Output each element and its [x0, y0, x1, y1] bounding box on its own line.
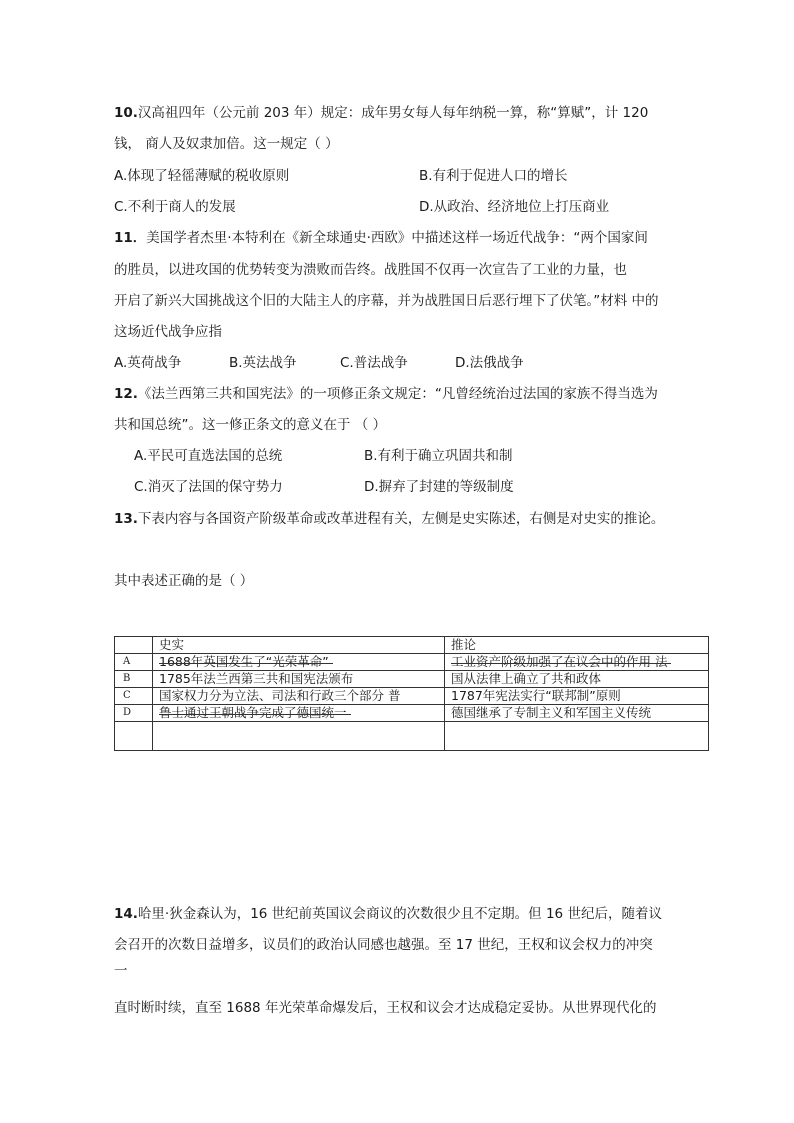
table-row	[115, 705, 709, 722]
q11-option-b[interactable]: B.英法战争	[229, 355, 297, 371]
row-fact: 国家权力分为立法、司法和行政三个部分 普	[153, 688, 445, 705]
table-row-empty	[115, 722, 709, 751]
q12-option-c[interactable]: C.消灭了法国的保守势力	[134, 479, 283, 495]
q11-option-a[interactable]: A.英荷战争	[114, 355, 182, 371]
q10-option-b[interactable]: B.有利于促进人口的增长	[419, 168, 568, 184]
q13-stem-line1: 13.下表内容与各国资产阶级革命或改革进程有关，左侧是史实陈述，右侧是对史实的推论。	[114, 511, 665, 527]
q13-number: 13.	[114, 511, 138, 527]
q12-option-b[interactable]: B.有利于确立巩固共和制	[364, 448, 513, 464]
row-label: B	[115, 671, 153, 688]
q13-stem-line2: 其中表述正确的是（ ）	[114, 573, 254, 589]
q12-stem-line2: 共和国总统”。这一修正条文的意义在于 （ ）	[114, 417, 387, 433]
table-row	[115, 688, 709, 705]
q14-stem-dash: 一	[114, 963, 128, 979]
table-row	[115, 671, 709, 688]
q11-stem-line4: 这场近代战争应指	[114, 324, 222, 340]
q10-stem-line2: 钱， 商人及奴隶加倍。这一规定（ ）	[114, 136, 339, 152]
q12-option-a[interactable]: A.平民可直选法国的总统	[134, 448, 283, 464]
row-inference: 德国继承了专制主义和军国主义传统	[445, 705, 709, 722]
q12-number: 12.	[114, 386, 138, 402]
q10-option-c[interactable]: C.不利于商人的发展	[114, 199, 236, 215]
q10-option-a[interactable]: A.体现了轻徭薄赋的税收原则	[114, 168, 290, 184]
q11-stem-line3: 开启了新兴大国挑战这个旧的大陆主人的序幕，并为战胜国日后恶行埋下了伏笔。”材料 中的	[114, 293, 659, 309]
q14-stem-line1: 14.哈里·狄金森认为，16 世纪前英国议会商议的次数很少且不定期。但 16 世纪后，随着议	[114, 906, 662, 922]
q11-stem-line1: 11．美国学者杰里·本特利在《新全球通史·西欧》中描述这样一场近代战争：“两个国家间	[114, 230, 648, 246]
row-fact: 1785年法兰西第三共和国宪法颁布	[153, 671, 445, 688]
q10-stem-line1: 10.汉高祖四年（公元前 203 年）规定：成年男女每人每年纳税一算，称“算赋”，计 120	[114, 105, 649, 121]
q13-fact-inference-table	[114, 636, 709, 751]
q10-option-d[interactable]: D.从政治、经济地位上打压商业	[419, 199, 610, 215]
q10-number: 10.	[114, 105, 138, 121]
row-label: C	[115, 688, 153, 705]
q12-option-d[interactable]: D.摒弃了封建的等级制度	[364, 479, 514, 495]
table-header-inference: 推论	[445, 637, 709, 654]
table-header-row	[115, 637, 709, 654]
row-inference: 国从法律上确立了共和政体	[445, 671, 709, 688]
table-row	[115, 654, 709, 671]
q14-stem-line3: 直时断时续，直至 1688 年光荣革命爆发后，王权和议会才达成稳定妥协。从世界现代化的	[114, 1000, 657, 1016]
q12-stem-line1: 12.《法兰西第三共和国宪法》的一项修正条文规定：“凡曾经统治过法国的家族不得当选为	[114, 386, 658, 402]
q11-stem-line2: 的胜员，以进攻国的优势转变为溃败而告终。战胜国不仅再一次宣告了工业的力量，也	[114, 262, 627, 278]
q14-stem-line2: 会召开的次数日益增多，议员们的政治认同感也越强。至 17 世纪，王权和议会权力的冲突	[114, 937, 653, 953]
row-label: A	[115, 654, 153, 671]
q11-number: 11．	[114, 230, 147, 246]
row-label: D	[115, 705, 153, 722]
row-inference: 工业资产阶级加强了在议会中的作用 法	[445, 654, 709, 671]
table-header-label	[115, 637, 153, 654]
row-inference: 1787年宪法实行“联邦制”原则	[445, 688, 709, 705]
row-fact: 1688年英国发生了“光荣革命”	[153, 654, 445, 671]
q11-option-c[interactable]: C.普法战争	[340, 355, 408, 371]
table-header-fact: 史实	[153, 637, 445, 654]
q11-option-d[interactable]: D.法俄战争	[455, 355, 524, 371]
row-fact: 鲁士通过王朝战争完成了德国统一	[153, 705, 445, 722]
q14-number: 14.	[114, 906, 138, 922]
